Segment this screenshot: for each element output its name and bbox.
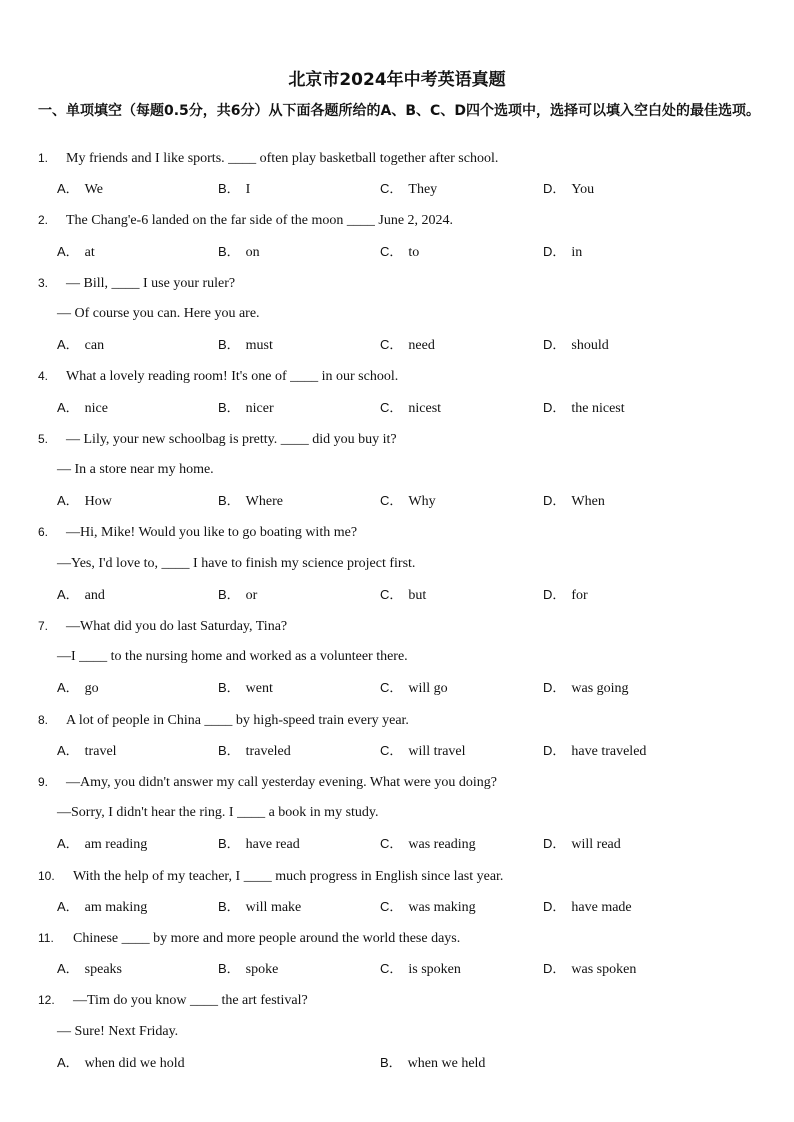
option-label: D． bbox=[543, 836, 566, 852]
option-label: B． bbox=[218, 399, 240, 415]
option-c[interactable] bbox=[380, 397, 441, 420]
question-stem bbox=[38, 521, 357, 543]
option-label: C． bbox=[380, 243, 403, 259]
option-label: D． bbox=[543, 493, 566, 509]
option-d[interactable] bbox=[543, 896, 632, 919]
question-text: — Of course you can. Here you are. bbox=[57, 306, 260, 321]
option-d[interactable] bbox=[543, 334, 609, 357]
option-a[interactable] bbox=[57, 740, 117, 763]
option-b[interactable] bbox=[218, 896, 301, 919]
option-label: C． bbox=[380, 742, 403, 758]
option-row bbox=[0, 833, 794, 855]
question-reply bbox=[57, 553, 415, 575]
option-row bbox=[0, 896, 794, 918]
option-row bbox=[0, 740, 794, 762]
option-row bbox=[0, 334, 794, 356]
option-label: B． bbox=[218, 181, 240, 197]
option-d[interactable] bbox=[543, 958, 636, 981]
option-label: B． bbox=[218, 586, 240, 602]
option-text: was reading bbox=[408, 837, 476, 853]
option-text: was going bbox=[571, 681, 629, 697]
option-a[interactable] bbox=[57, 896, 147, 919]
option-d[interactable] bbox=[543, 397, 625, 420]
option-d[interactable] bbox=[543, 584, 588, 607]
option-label: D． bbox=[543, 742, 566, 758]
question-number: 9. bbox=[38, 775, 49, 789]
option-b[interactable] bbox=[218, 958, 278, 981]
option-label: C． bbox=[380, 337, 403, 353]
option-text: Why bbox=[408, 494, 436, 510]
option-text: have traveled bbox=[571, 743, 647, 759]
question-number: 12. bbox=[38, 993, 55, 1008]
option-label: D． bbox=[543, 399, 566, 415]
option-label: C． bbox=[380, 961, 403, 977]
option-label: B． bbox=[218, 898, 240, 914]
question-number: 1. bbox=[38, 151, 49, 165]
option-a[interactable] bbox=[57, 958, 122, 981]
option-label: A． bbox=[57, 399, 79, 415]
option-text: am making bbox=[84, 899, 148, 915]
question-text: Chinese ____ by more and more people around the world these days. bbox=[73, 931, 461, 946]
option-text: but bbox=[408, 587, 427, 603]
option-text: We bbox=[84, 182, 103, 198]
option-label: B． bbox=[218, 337, 240, 353]
option-label: B． bbox=[218, 742, 240, 758]
option-text: was making bbox=[408, 899, 476, 915]
question-text: —I ____ to the nursing home and worked as a volunteer there. bbox=[57, 649, 408, 665]
option-b[interactable] bbox=[218, 178, 250, 201]
question-reply bbox=[57, 802, 379, 824]
option-b[interactable] bbox=[380, 1052, 485, 1075]
question-text: What a lovely reading room! It's one of ____ in our school. bbox=[66, 369, 399, 385]
option-c[interactable] bbox=[380, 896, 476, 919]
option-a[interactable] bbox=[57, 178, 103, 201]
question-number: 5. bbox=[38, 431, 49, 446]
option-d[interactable] bbox=[543, 833, 621, 856]
option-text: travel bbox=[84, 743, 117, 759]
question-reply bbox=[57, 459, 214, 481]
option-label: A． bbox=[57, 742, 79, 758]
option-text: or bbox=[245, 587, 258, 603]
option-label: A． bbox=[57, 243, 79, 259]
option-c[interactable] bbox=[380, 490, 436, 513]
option-label: A． bbox=[57, 898, 79, 914]
option-b[interactable] bbox=[218, 241, 260, 264]
option-label: A． bbox=[57, 181, 79, 197]
option-label: B． bbox=[218, 961, 240, 977]
option-b[interactable] bbox=[218, 584, 257, 607]
option-label: B． bbox=[218, 680, 240, 696]
option-a[interactable] bbox=[57, 1052, 185, 1075]
option-label: C． bbox=[380, 181, 403, 197]
question-reply bbox=[57, 303, 260, 325]
option-b[interactable] bbox=[218, 490, 283, 513]
option-b[interactable] bbox=[218, 740, 291, 763]
option-text: is spoken bbox=[408, 962, 461, 978]
option-label: C． bbox=[380, 493, 403, 509]
option-text: will make bbox=[245, 899, 302, 915]
option-c[interactable] bbox=[380, 740, 466, 763]
question-reply bbox=[57, 1021, 178, 1043]
question-number: 3. bbox=[38, 275, 49, 290]
option-text: I bbox=[245, 182, 251, 198]
option-text: must bbox=[245, 338, 273, 354]
option-label: A． bbox=[57, 680, 79, 696]
option-text: You bbox=[571, 182, 595, 198]
question-reply bbox=[57, 646, 408, 668]
question-text: —Amy, you didn't answer my call yesterday evening. What were you doing? bbox=[66, 775, 497, 790]
question-stem bbox=[38, 709, 409, 731]
option-label: B． bbox=[380, 1054, 402, 1070]
option-a[interactable] bbox=[57, 397, 108, 420]
question-stem bbox=[38, 209, 453, 231]
option-label: A． bbox=[57, 586, 79, 602]
option-label: D． bbox=[543, 337, 566, 353]
question-stem bbox=[38, 927, 460, 949]
option-a[interactable] bbox=[57, 833, 147, 856]
option-label: D． bbox=[543, 961, 566, 977]
option-text: will go bbox=[408, 681, 448, 697]
option-row bbox=[0, 1052, 794, 1074]
option-text: How bbox=[84, 494, 112, 510]
option-c[interactable] bbox=[380, 241, 419, 264]
option-d[interactable] bbox=[543, 490, 605, 513]
option-a[interactable] bbox=[57, 677, 99, 700]
option-text: When bbox=[571, 494, 605, 510]
question-stem bbox=[38, 428, 397, 450]
option-b[interactable] bbox=[218, 397, 274, 420]
question-number: 11. bbox=[38, 931, 54, 945]
section-instructions: 一、单项填空（每题0.5分，共6分）从下面各题所给的A、B、C、D四个选项中，选择可以填入空白处的最佳选项。 bbox=[38, 103, 760, 119]
question-stem bbox=[38, 615, 287, 637]
option-label: D． bbox=[543, 181, 566, 197]
option-d[interactable] bbox=[543, 740, 646, 763]
option-d[interactable] bbox=[543, 178, 594, 201]
option-label: A． bbox=[57, 493, 79, 509]
question-text: My friends and I like sports. ____ often play basketball together after school. bbox=[66, 151, 499, 166]
option-c[interactable] bbox=[380, 334, 435, 357]
question-stem bbox=[38, 865, 503, 887]
option-label: A． bbox=[57, 836, 79, 852]
option-label: C． bbox=[380, 680, 403, 696]
question-number: 2. bbox=[38, 213, 49, 228]
question-text: —Hi, Mike! Would you like to go boating with me? bbox=[66, 525, 358, 541]
option-d[interactable] bbox=[543, 241, 582, 264]
option-text: spoke bbox=[245, 962, 279, 978]
option-text: nicest bbox=[408, 400, 442, 416]
question-number: 8. bbox=[38, 712, 49, 727]
page-title: 北京市2024年中考英语真题 bbox=[288, 70, 506, 90]
option-text: traveled bbox=[245, 743, 291, 759]
question-text: —What did you do last Saturday, Tina? bbox=[66, 619, 288, 634]
option-row bbox=[0, 178, 794, 200]
option-text: go bbox=[84, 681, 99, 697]
question-text: — In a store near my home. bbox=[57, 462, 214, 477]
option-c[interactable] bbox=[380, 677, 448, 700]
option-c[interactable] bbox=[380, 833, 476, 856]
question-number: 10. bbox=[38, 868, 55, 883]
question-number: 7. bbox=[38, 619, 49, 633]
option-text: was spoken bbox=[571, 962, 637, 978]
option-a[interactable] bbox=[57, 241, 95, 264]
option-row bbox=[0, 490, 794, 512]
question-stem bbox=[38, 365, 398, 387]
question-text: With the help of my teacher, I ____ much progress in English since last year. bbox=[73, 868, 504, 884]
question-text: — Lily, your new schoolbag is pretty. ____ did you buy it? bbox=[66, 431, 397, 447]
option-text: have read bbox=[245, 837, 300, 853]
option-text: on bbox=[245, 244, 260, 260]
option-text: Where bbox=[245, 494, 283, 510]
option-text: They bbox=[408, 182, 438, 198]
option-d[interactable] bbox=[543, 677, 629, 700]
option-text: for bbox=[571, 587, 588, 603]
option-label: D． bbox=[543, 680, 566, 696]
option-row bbox=[0, 584, 794, 606]
option-text: nice bbox=[84, 400, 108, 416]
option-text: went bbox=[245, 681, 273, 697]
option-b[interactable] bbox=[218, 677, 273, 700]
option-label: C． bbox=[380, 399, 403, 415]
question-number: 6. bbox=[38, 525, 49, 540]
option-label: D． bbox=[543, 243, 566, 259]
option-text: when did we hold bbox=[84, 1055, 185, 1071]
option-text: will travel bbox=[408, 743, 466, 759]
option-row bbox=[0, 241, 794, 263]
option-label: C． bbox=[380, 836, 403, 852]
option-row bbox=[0, 677, 794, 699]
question-stem bbox=[38, 771, 497, 793]
option-c[interactable] bbox=[380, 958, 461, 981]
option-b[interactable] bbox=[218, 833, 300, 856]
option-c[interactable] bbox=[380, 584, 426, 607]
question-text: —Tim do you know ____ the art festival? bbox=[73, 993, 308, 1009]
option-label: A． bbox=[57, 961, 79, 977]
question-text: A lot of people in China ____ by high-speed train every year. bbox=[66, 712, 409, 728]
option-text: speaks bbox=[84, 962, 122, 978]
option-a[interactable] bbox=[57, 584, 105, 607]
option-label: B． bbox=[218, 836, 240, 852]
option-label: A． bbox=[57, 337, 79, 353]
option-text: when we held bbox=[407, 1055, 486, 1071]
question-text: — Sure! Next Friday. bbox=[57, 1023, 179, 1039]
option-label: B． bbox=[218, 493, 240, 509]
option-row bbox=[0, 397, 794, 419]
option-text: need bbox=[408, 338, 435, 354]
question-stem bbox=[38, 147, 498, 169]
option-text: can bbox=[84, 338, 105, 354]
option-b[interactable] bbox=[218, 334, 273, 357]
option-text: have made bbox=[571, 899, 632, 915]
option-text: in bbox=[571, 244, 583, 260]
option-text: and bbox=[84, 587, 105, 603]
option-text: at bbox=[84, 244, 95, 260]
option-row bbox=[0, 958, 794, 980]
option-text: the nicest bbox=[571, 400, 625, 416]
option-label: C． bbox=[380, 586, 403, 602]
question-text: —Sorry, I didn't hear the ring. I ____ a book in my study. bbox=[57, 805, 379, 821]
option-text: am reading bbox=[84, 837, 148, 853]
option-text: nicer bbox=[245, 400, 274, 416]
option-a[interactable] bbox=[57, 490, 112, 513]
question-text: —Yes, I'd love to, ____ I have to finish my science project first. bbox=[57, 555, 416, 571]
question-text: — Bill, ____ I use your ruler? bbox=[66, 275, 236, 291]
option-c[interactable] bbox=[380, 178, 437, 201]
option-label: C． bbox=[380, 898, 403, 914]
question-stem bbox=[38, 272, 235, 294]
question-number: 4. bbox=[38, 369, 49, 384]
option-text: will read bbox=[571, 837, 621, 853]
option-label: D． bbox=[543, 898, 566, 914]
question-text: The Chang'e-6 landed on the far side of the moon ____ June 2, 2024. bbox=[66, 213, 454, 229]
option-label: B． bbox=[218, 243, 240, 259]
option-text: should bbox=[571, 338, 609, 354]
option-label: A． bbox=[57, 1054, 79, 1070]
option-text: to bbox=[408, 244, 420, 260]
question-stem bbox=[38, 989, 308, 1011]
option-a[interactable] bbox=[57, 334, 104, 357]
option-label: D． bbox=[543, 586, 566, 602]
